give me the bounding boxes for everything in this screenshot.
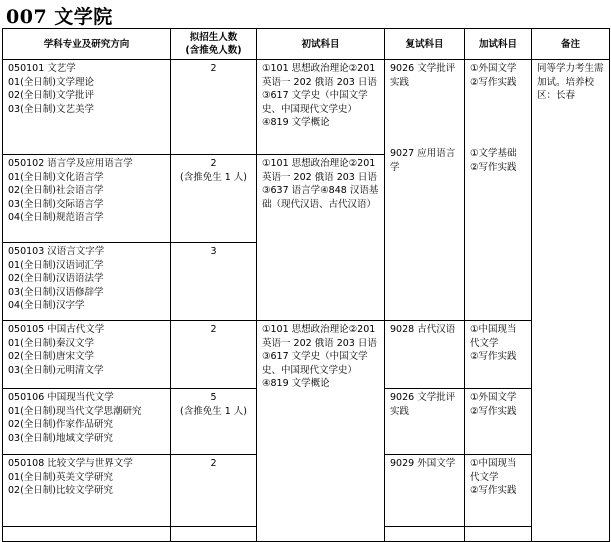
research-direction: 03(全日制)地域文学研究 (8, 432, 114, 444)
empty-cell (385, 527, 465, 542)
extra-subject: ②写作实践 (470, 485, 517, 496)
research-direction: 03(全日制)元明清文学 (8, 364, 104, 376)
exam2-cell (385, 455, 465, 527)
enroll-cell (171, 389, 257, 455)
header-exam1: 初试科目 (257, 29, 385, 60)
research-direction: 01(全日制)文学理论 (8, 76, 95, 88)
exam2-subject: 9029 外国文学 (390, 458, 456, 469)
research-direction: 01(全日制)文化语言学 (8, 171, 104, 183)
extra-subject: ②写作实践 (470, 76, 517, 88)
exam2-subject: 9026 文学批评实践 (390, 63, 456, 88)
research-direction: 03(全日制)文艺美学 (8, 103, 95, 115)
enroll-note: (含推免生 1 人) (180, 405, 247, 417)
research-direction: 01(全日制)英美文学研究 (8, 471, 114, 483)
header-major: 学科专业及研究方向 (3, 29, 171, 60)
table-row (3, 321, 610, 389)
extra-cell (465, 455, 532, 527)
enroll-count: 5 (210, 392, 217, 403)
major-code: 050105 中国古代文学 (8, 324, 105, 335)
major-cell (3, 321, 171, 389)
enroll-cell (171, 321, 257, 389)
enroll-count: 2 (210, 158, 217, 169)
page-title: 007 文学院 (6, 6, 113, 28)
enroll-cell (171, 455, 257, 527)
enroll-count: 2 (210, 324, 217, 335)
exam2-subject: 9026 文学批评实践 (390, 392, 456, 417)
remarks-cell (532, 60, 610, 542)
enroll-count: 2 (210, 458, 217, 469)
header-extra: 加试科目 (465, 29, 532, 60)
exam1-subjects: ①101 思想政治理论②201 英语一 202 俄语 203 日语③637 语言学④848 汉语基础（现代汉语、古代汉语） (262, 158, 379, 210)
extra-cell (465, 389, 532, 455)
header-exam2: 复试科目 (385, 29, 465, 60)
extra-subject: ②写作实践 (470, 161, 517, 173)
extra-subject: ②写作实践 (470, 405, 517, 417)
table-row (3, 60, 610, 155)
empty-cell (3, 527, 171, 542)
major-code: 050103 汉语言文字学 (8, 246, 105, 257)
remarks-text: 同等学力考生需加试。培养校区：长春 (537, 63, 604, 101)
exam1-subjects: ①101 思想政治理论②201 英语一 202 俄语 203 日语③617 文学史（中国文学史、中国现代文学史）④819 文学概论 (262, 63, 377, 128)
enroll-count: 2 (210, 63, 217, 74)
header-remarks: 备注 (532, 29, 610, 60)
enroll-cell (171, 155, 257, 243)
exam2-subject: 9027 应用语言学 (390, 148, 456, 173)
major-cell (3, 389, 171, 455)
major-code: 050106 中国现当代文学 (8, 392, 114, 403)
header-enroll-label: 拟招生人数 (189, 32, 238, 43)
exam1-subjects: ①101 思想政治理论②201 英语一 202 俄语 203 日语③617 文学史（中国文学史、中国现代文学史）④819 文学概论 (262, 324, 377, 389)
major-cell (3, 60, 171, 155)
exam1-cell (257, 321, 385, 542)
exam2-subject: 9028 古代汉语 (390, 324, 456, 335)
major-cell (3, 155, 171, 243)
research-direction: 02(全日制)文学批评 (8, 90, 95, 101)
extra-subject: ②写作实践 (470, 351, 517, 362)
research-direction: 02(全日制)唐宋文学 (8, 351, 95, 362)
exam1-cell (257, 60, 385, 155)
exam2-cell (385, 60, 465, 321)
empty-cell (465, 527, 532, 542)
research-direction: 03(全日制)汉语修辞学 (8, 286, 104, 298)
header-enroll-note: (含推免人数) (185, 45, 242, 56)
research-direction: 01(全日制)现当代文学思潮研究 (8, 405, 142, 417)
header-enroll (171, 29, 257, 60)
major-code: 050102 语言学及应用语言学 (8, 158, 133, 169)
enroll-cell (171, 243, 257, 321)
enroll-note: (含推免生 1 人) (180, 171, 247, 183)
extra-subject: ①文学基础 (470, 148, 517, 159)
research-direction: 01(全日制)秦汉文学 (8, 337, 95, 349)
research-direction: 02(全日制)社会语言学 (8, 185, 104, 196)
exam2-cell (385, 321, 465, 389)
research-direction: 04(全日制)汉字学 (8, 300, 85, 311)
major-cell (3, 243, 171, 321)
empty-cell (171, 527, 257, 542)
extra-subject: ①外国文学 (470, 392, 517, 403)
research-direction: 02(全日制)作家作品研究 (8, 419, 114, 430)
major-code: 050101 文艺学 (8, 63, 76, 74)
exam1-cell (257, 155, 385, 321)
research-direction: 01(全日制)汉语词汇学 (8, 259, 104, 271)
extra-subject: ①中国现当代文学 (470, 458, 517, 483)
extra-cell (465, 321, 532, 389)
extra-subject: ①中国现当代文学 (470, 324, 517, 349)
enroll-cell (171, 60, 257, 155)
major-cell (3, 455, 171, 527)
table-header-row (3, 29, 610, 60)
research-direction: 02(全日制)比较文学研究 (8, 485, 114, 496)
extra-subject: ①外国文学 (470, 63, 517, 74)
extra-cell (465, 60, 532, 321)
research-direction: 03(全日制)交际语言学 (8, 198, 104, 210)
research-direction: 02(全日制)汉语语法学 (8, 273, 104, 284)
research-direction: 04(全日制)规范语言学 (8, 212, 104, 223)
major-code: 050108 比较文学与世界文学 (8, 458, 133, 469)
admission-plan-table (2, 28, 610, 542)
exam2-cell (385, 389, 465, 455)
enroll-count: 3 (210, 246, 217, 257)
